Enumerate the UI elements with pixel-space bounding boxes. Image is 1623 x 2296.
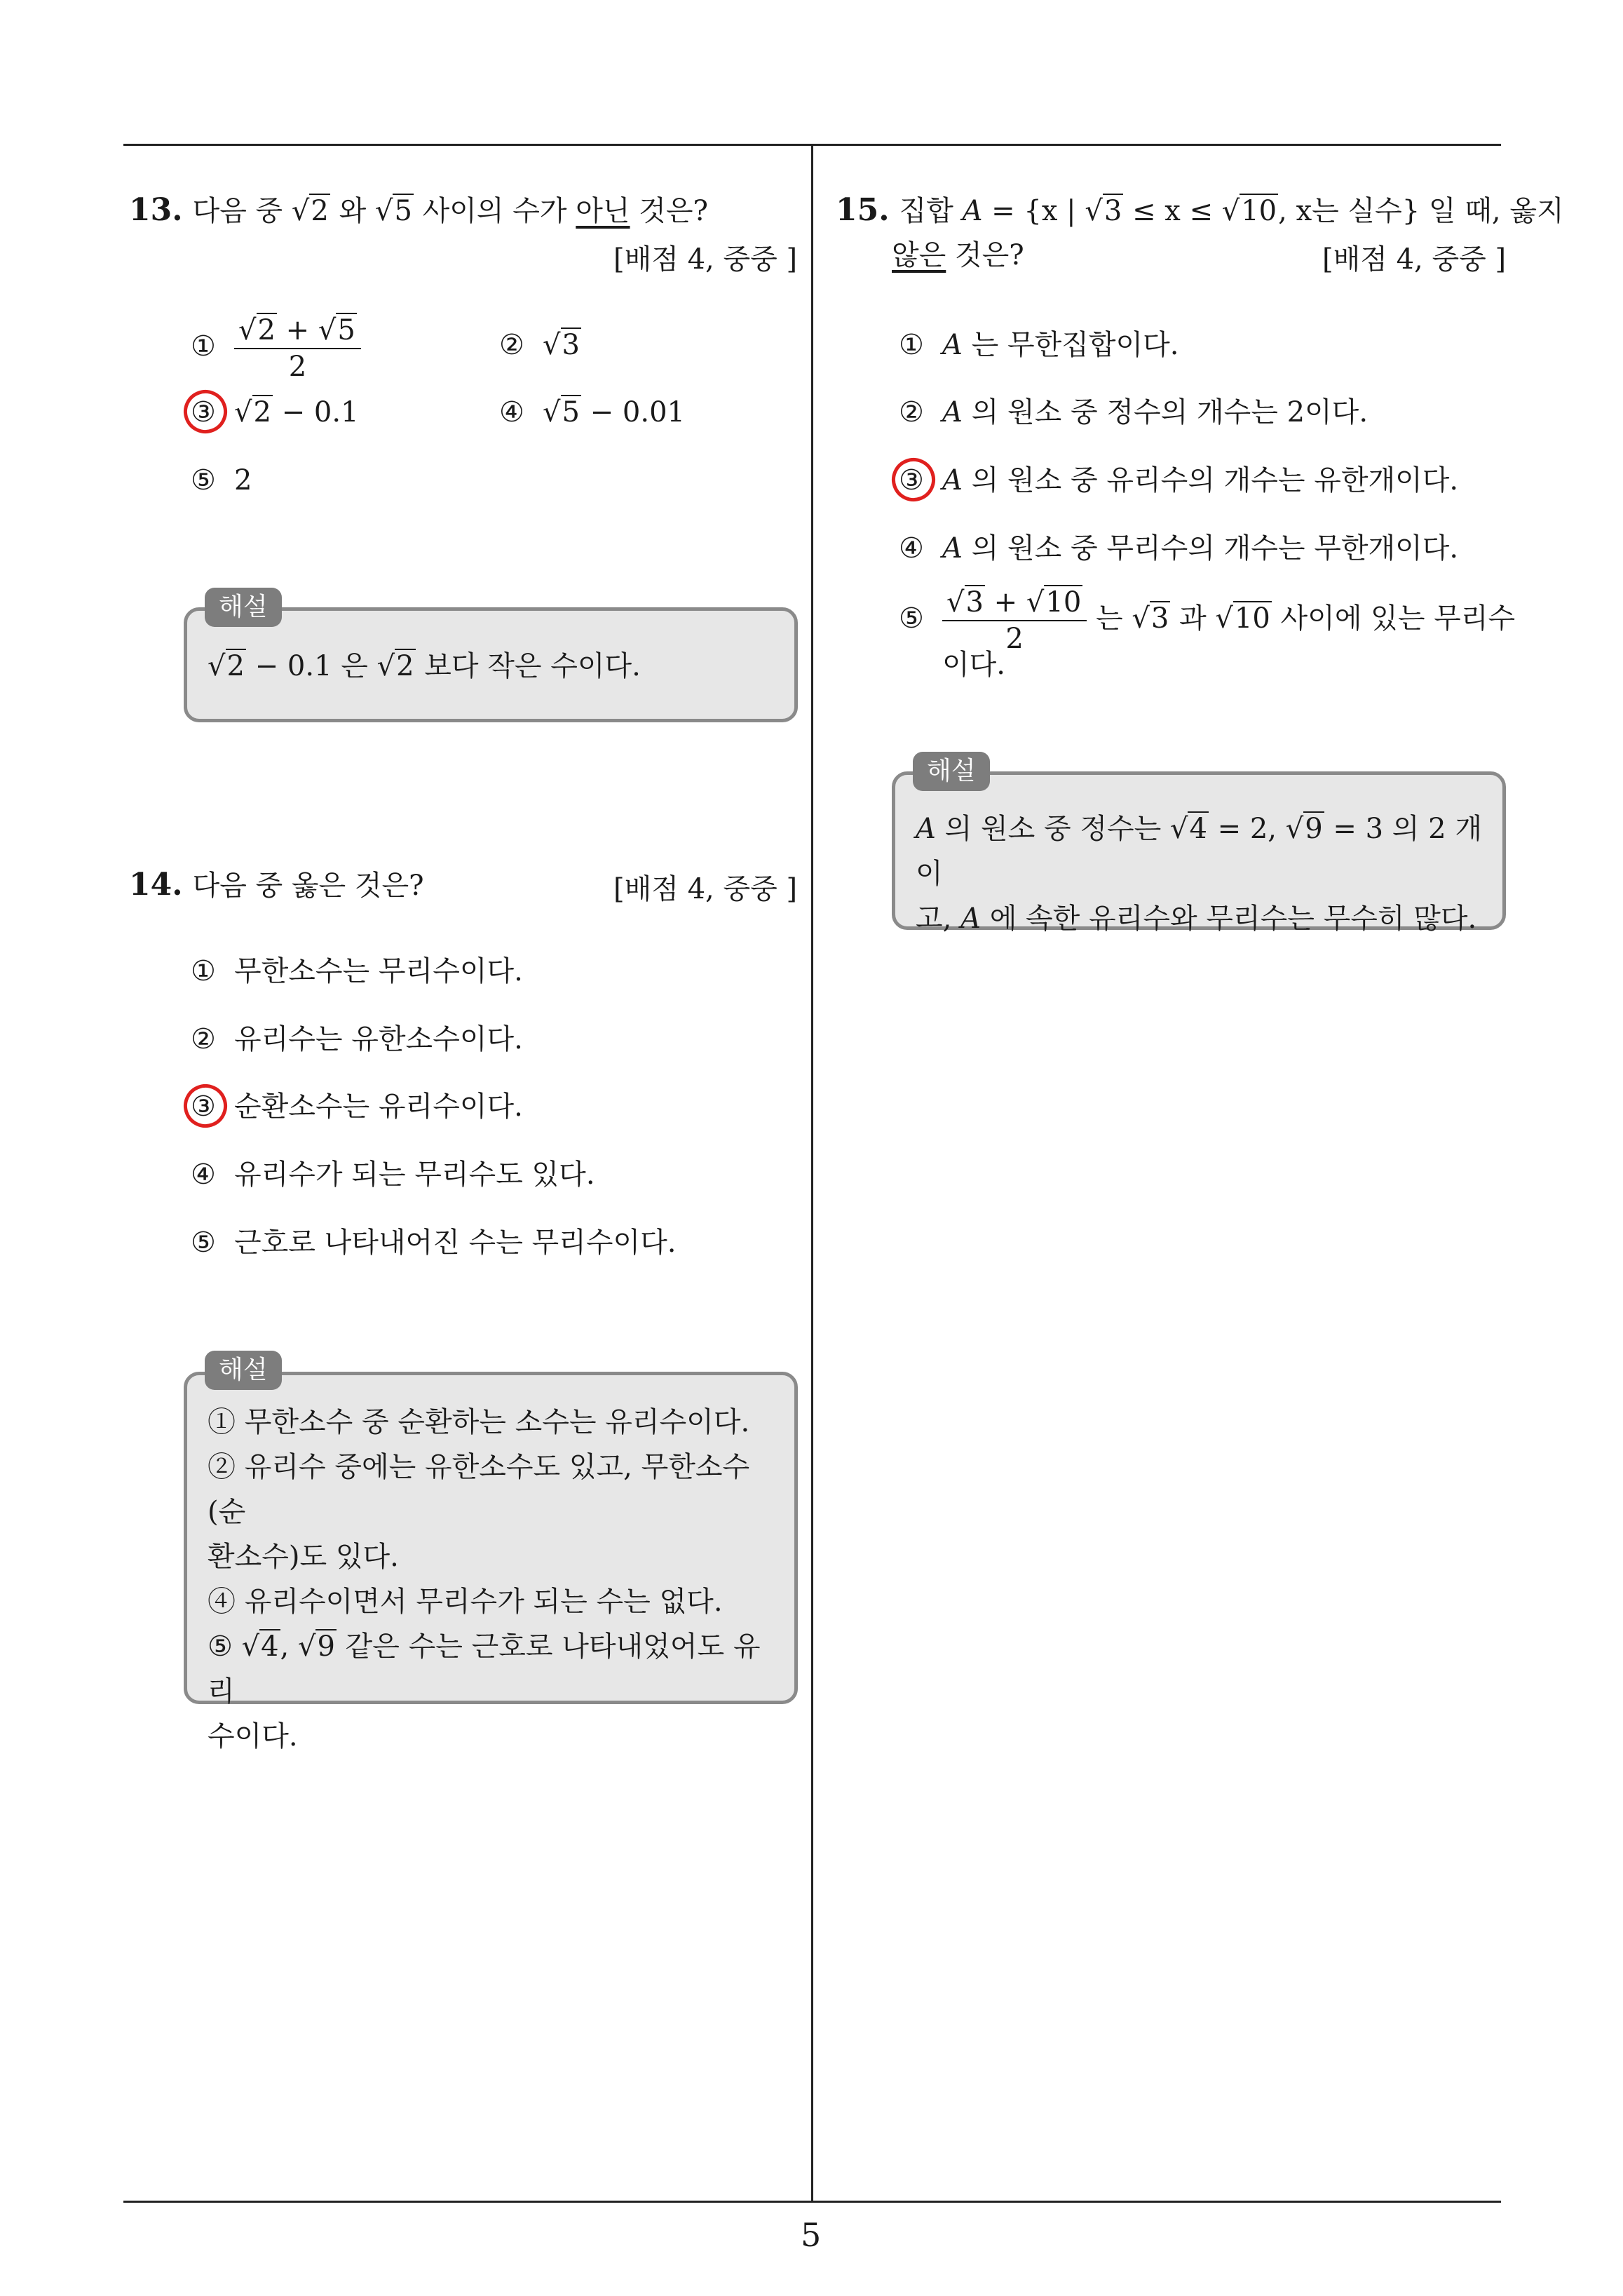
q13-solution-tag: 해설 — [205, 588, 282, 627]
q14-number: 14. — [129, 867, 183, 903]
q13-option-4[interactable]: ④ √5 − 0.01 — [499, 396, 685, 428]
q13-meta: [배점 4, 중중 ] — [613, 243, 798, 276]
q15-option-4[interactable]: ④ A 의 원소 중 무리수의 개수는 무한개이다. — [899, 532, 1459, 565]
q14-option-5[interactable]: ⑤ 근호로 나타내어진 수는 무리수이다. — [191, 1227, 677, 1259]
q15-number: 15. — [836, 192, 890, 228]
q13-option-2[interactable]: ② √3 — [499, 329, 580, 361]
q14-option-1[interactable]: ① 무한소수는 무리수이다. — [191, 955, 523, 987]
q13-number: 13. — [129, 192, 183, 228]
q13-underlined-word: 아닌 — [576, 195, 630, 227]
q13-option-3[interactable]: ③ √2 − 0.1 — [191, 396, 359, 428]
q14-solution-text: ① 무한소수 중 순환하는 소수는 유리수이다. ② 유리수 중에는 유한소수도 있고, 무한소수(순 환소수)도 있다. ④ 유리수이면서 무리수가 되는 수는 없다. ⑤ √4, √9 같은 수는 근호로 나타내었어도 유리 수이다. — [208, 1406, 761, 1753]
q15-option-3[interactable]: ③ A 의 원소 중 유리수의 개수는 유한개이다. — [899, 464, 1459, 497]
column-divider — [811, 144, 813, 2202]
bottom-rule — [123, 2201, 1501, 2203]
q15-option-2[interactable]: ② A 의 원소 중 정수의 개수는 2이다. — [899, 396, 1369, 428]
q15-solution-text: A 의 원소 중 정수는 √4 = 2, √9 = 3 의 2 개이 고, A 에 속한 유리수와 무리수는 무수히 많다. — [916, 813, 1482, 935]
q15-stem-line1: 15. 집합 A = {x | √3 ≤ x ≤ √10, x는 실수} 일 때, 옳지 — [836, 192, 1564, 228]
q15-stem-line2: 않은 것은? — [892, 239, 1024, 271]
sqrt-2: √2 — [291, 195, 329, 227]
q13-option-1-fraction: $\frac{√2 + √5}{2}$ — [234, 314, 361, 383]
q14-option-3[interactable]: ③ 순환소수는 유리수이다. — [191, 1090, 523, 1123]
q13-option-1[interactable]: ① $\frac{√2 + √5}{2}$ — [191, 314, 361, 383]
q15-option-5-line2: 이다. — [942, 649, 1005, 681]
q15-option-5[interactable]: ⑤ $\frac{√3 + √10}{2}$ 는 √3 과 √10 사이에 있는 무리수 — [899, 586, 1516, 655]
q15-solution-tag: 해설 — [913, 752, 990, 791]
q14-solution-tag: 해설 — [205, 1351, 282, 1390]
q13-stem: 13. 다음 중 √2 와 √5 사이의 수가 아닌 것은? — [129, 192, 708, 228]
q14-meta: [배점 4, 중중 ] — [613, 873, 798, 905]
q14-option-4[interactable]: ④ 유리수가 되는 무리수도 있다. — [191, 1159, 595, 1191]
q15-underlined-word: 않은 — [892, 239, 946, 271]
q13-option-5[interactable]: ⑤ 2 — [191, 464, 252, 497]
sqrt-5: √5 — [374, 195, 412, 227]
q13-solution-text: √2 − 0.1 은 √2 보다 작은 수이다. — [208, 650, 641, 682]
q14-stem: 14. 다음 중 옳은 것은? — [129, 867, 424, 903]
q15-option-5-fraction: $\frac{√3 + √10}{2}$ — [942, 586, 1087, 655]
page-number: 5 — [801, 2216, 822, 2254]
q15-option-1[interactable]: ① A 는 무한집합이다. — [899, 329, 1179, 361]
q15-meta: [배점 4, 중중 ] — [1322, 243, 1507, 276]
q14-option-2[interactable]: ② 유리수는 유한소수이다. — [191, 1023, 523, 1055]
